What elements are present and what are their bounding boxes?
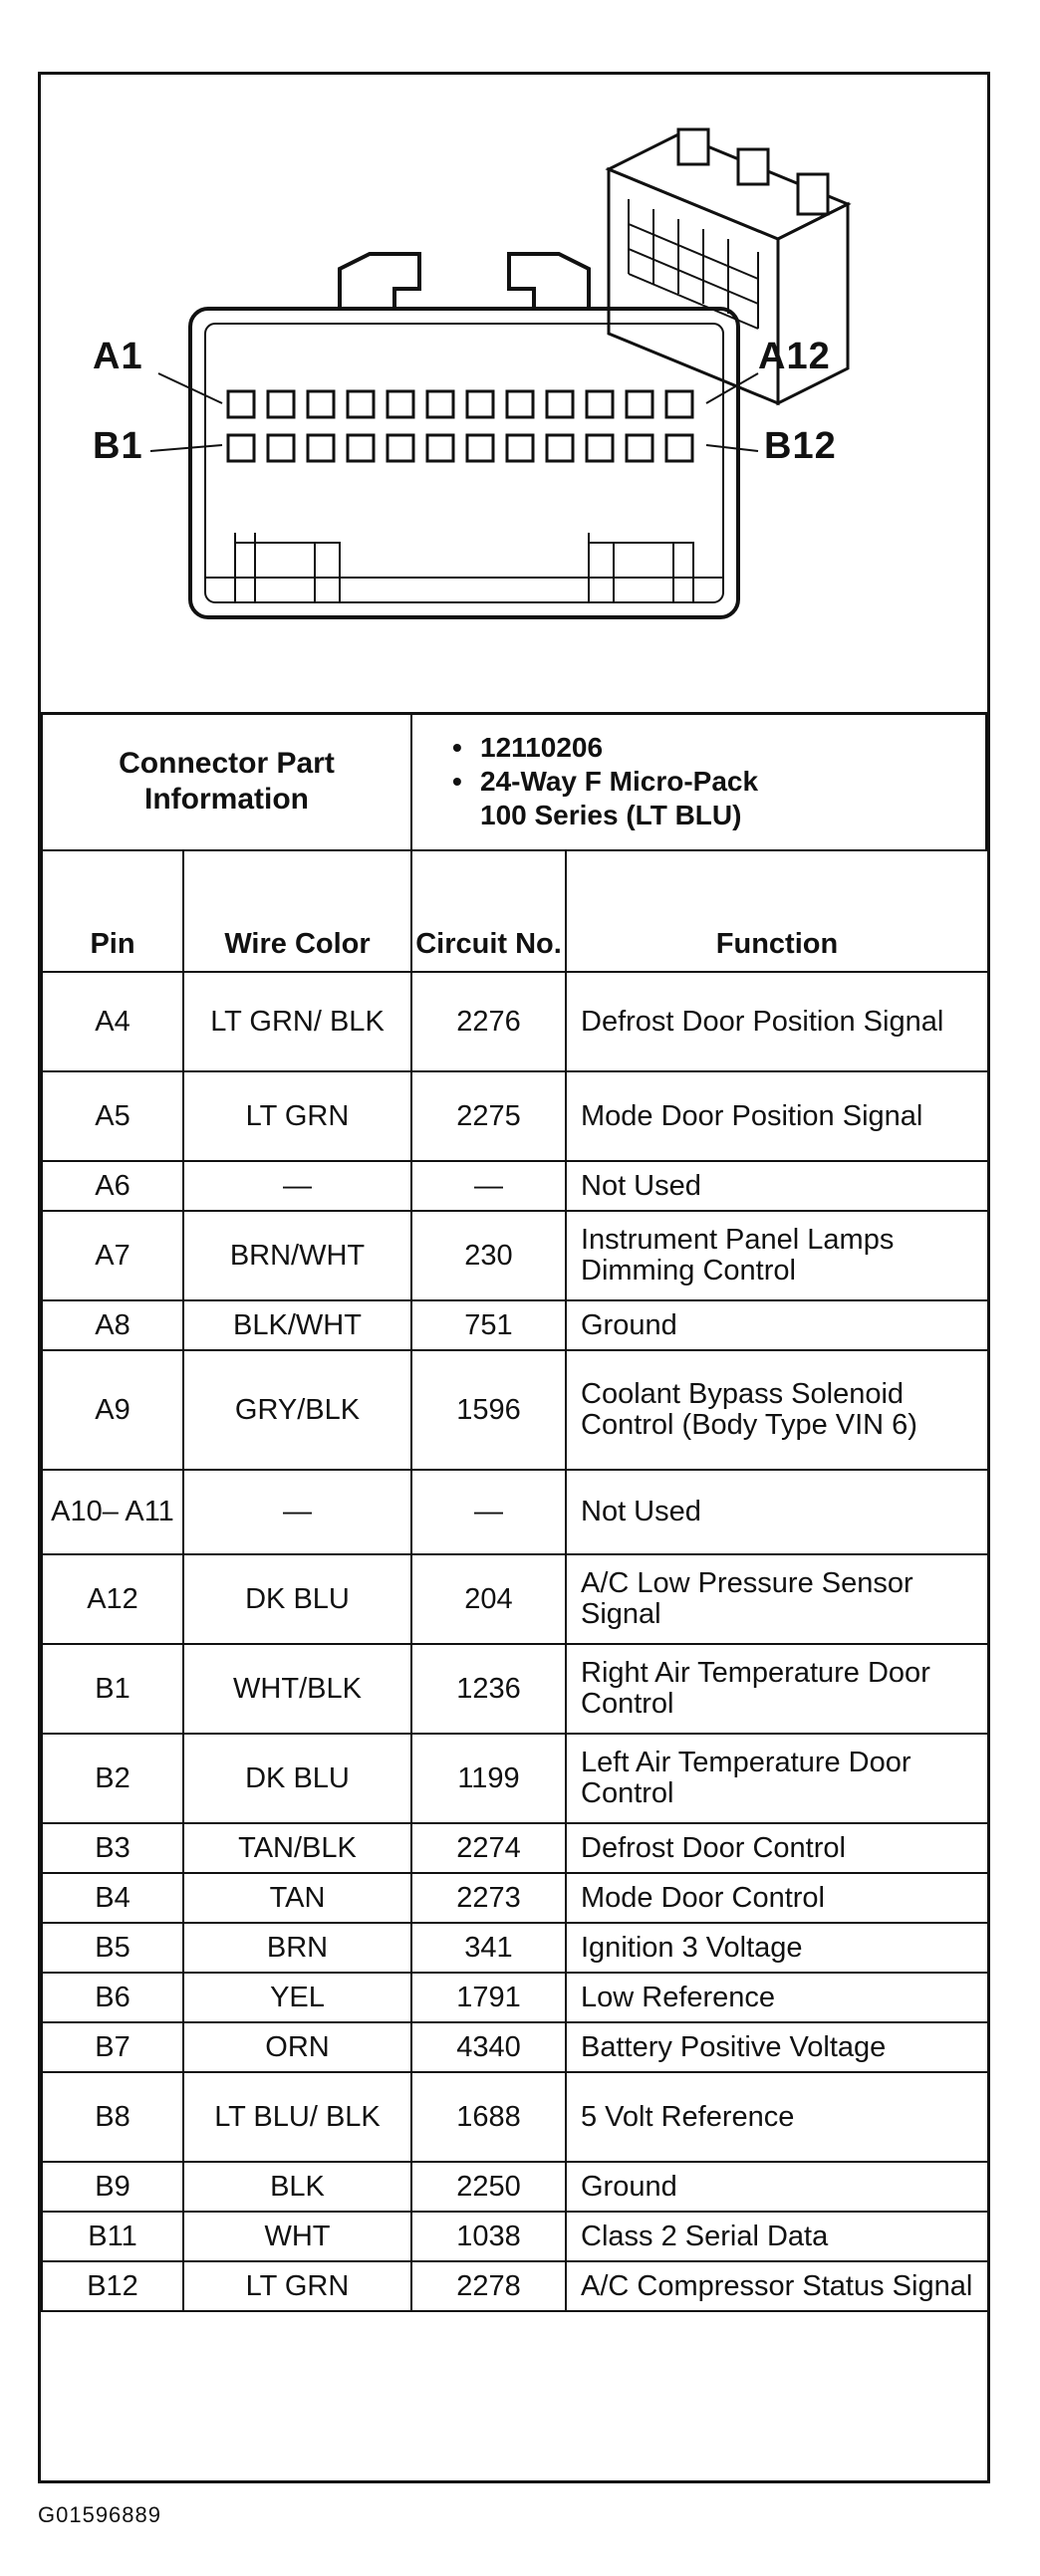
circuit-cell: 2275	[411, 1071, 566, 1161]
table-row	[42, 2022, 988, 2072]
bullet-icon: •	[452, 766, 462, 797]
header-pin: Pin	[42, 850, 183, 972]
function-cell: Mode Door Control	[566, 1873, 988, 1923]
wire-color-cell: BLK/WHT	[183, 1300, 411, 1350]
wire-color-cell: BRN	[183, 1923, 411, 1973]
pin-cell: B1	[42, 1644, 183, 1734]
circuit-cell: 2278	[411, 2261, 566, 2311]
wire-color-cell: BRN/WHT	[183, 1211, 411, 1300]
table-row	[42, 1644, 988, 1734]
wire-color-cell: TAN/BLK	[183, 1823, 411, 1873]
header-function: Function	[566, 850, 988, 972]
function-cell: Ignition 3 Voltage	[566, 1923, 988, 1973]
pin-cavity	[348, 435, 374, 461]
function-cell: Defrost Door Control	[566, 1823, 988, 1873]
circuit-cell: 1791	[411, 1973, 566, 2022]
part-description-1: 24-Way F Micro-Pack	[480, 766, 759, 797]
circuit-cell: 4340	[411, 2022, 566, 2072]
pin-cell: B12	[42, 2261, 183, 2311]
circuit-cell: 1236	[411, 1644, 566, 1734]
pin-cavity	[587, 435, 613, 461]
pin-cell: A8	[42, 1300, 183, 1350]
pin-cell: B9	[42, 2162, 183, 2212]
circuit-cell: 1596	[411, 1350, 566, 1470]
wire-color-cell: WHT	[183, 2212, 411, 2261]
label-a1: A1	[93, 336, 143, 377]
figure-code: G01596889	[38, 2502, 161, 2527]
wire-color-cell: WHT/BLK	[183, 1644, 411, 1734]
circuit-cell: —	[411, 1470, 566, 1554]
pin-cavity	[388, 391, 413, 417]
pin-cell: A12	[42, 1554, 183, 1644]
table-row	[42, 2072, 988, 2162]
function-cell: Right Air Temperature Door Control	[566, 1644, 988, 1734]
wire-color-cell: DK BLU	[183, 1734, 411, 1823]
function-cell: A/C Compressor Status Signal	[566, 2261, 988, 2311]
circuit-cell: 1199	[411, 1734, 566, 1823]
pin-cavity	[666, 435, 692, 461]
pin-cell: B4	[42, 1873, 183, 1923]
function-cell: Instrument Panel Lamps Dimming Control	[566, 1211, 988, 1300]
pin-cavity	[228, 435, 254, 461]
header-circuit: Circuit No.	[411, 850, 566, 972]
circuit-cell: 2274	[411, 1823, 566, 1873]
pin-cavity	[308, 391, 334, 417]
connector-info-table	[41, 712, 987, 851]
pin-cavity	[666, 391, 692, 417]
label-b1: B1	[93, 425, 143, 467]
label-b12: B12	[764, 425, 837, 467]
circuit-cell: 751	[411, 1300, 566, 1350]
function-cell: 5 Volt Reference	[566, 2072, 988, 2162]
table-row	[42, 1300, 988, 1350]
wire-color-cell: —	[183, 1161, 411, 1211]
circuit-cell: —	[411, 1161, 566, 1211]
pin-cavity	[547, 435, 573, 461]
function-cell: Class 2 Serial Data	[566, 2212, 988, 2261]
function-cell: Not Used	[566, 1470, 988, 1554]
pin-cavity	[467, 435, 493, 461]
connector-sheet	[38, 72, 990, 2483]
function-cell: Battery Positive Voltage	[566, 2022, 988, 2072]
pin-cavity	[467, 391, 493, 417]
table-row	[42, 2162, 988, 2212]
pin-cell: A7	[42, 1211, 183, 1300]
table-row	[42, 1211, 988, 1300]
pin-cell: B7	[42, 2022, 183, 2072]
pin-cell: A10– A11	[42, 1470, 183, 1554]
circuit-cell: 2276	[411, 972, 566, 1071]
pin-cell: A9	[42, 1350, 183, 1470]
table-row	[42, 1873, 988, 1923]
wire-color-cell: LT BLU/ BLK	[183, 2072, 411, 2162]
wire-color-cell: ORN	[183, 2022, 411, 2072]
wire-color-cell: LT GRN	[183, 1071, 411, 1161]
table-row	[42, 2212, 988, 2261]
part-description-2: 100 Series (LT BLU)	[480, 800, 742, 830]
pin-cell: B5	[42, 1923, 183, 1973]
circuit-cell: 1038	[411, 2212, 566, 2261]
table-row	[42, 1350, 988, 1470]
pin-cavity	[268, 391, 294, 417]
pin-cavity	[507, 391, 533, 417]
pin-cavities	[228, 391, 692, 461]
pin-cavity	[427, 435, 453, 461]
pin-cavity	[388, 435, 413, 461]
table-row	[42, 1071, 988, 1161]
pin-cavity	[627, 435, 652, 461]
pin-cell: B3	[42, 1823, 183, 1873]
wire-color-cell: BLK	[183, 2162, 411, 2212]
header-wire-color: Wire Color	[183, 850, 411, 972]
bullet-icon: •	[452, 732, 462, 763]
wire-color-cell: —	[183, 1470, 411, 1554]
connector-face-drawing	[41, 75, 987, 712]
pin-cavity	[308, 435, 334, 461]
pin-cavity	[547, 391, 573, 417]
table-row	[42, 1923, 988, 1973]
wire-color-cell: GRY/BLK	[183, 1350, 411, 1470]
pin-cavity	[268, 435, 294, 461]
circuit-cell: 2273	[411, 1873, 566, 1923]
wire-color-cell: TAN	[183, 1873, 411, 1923]
pin-cavity	[627, 391, 652, 417]
circuit-cell: 230	[411, 1211, 566, 1300]
connector-diagram	[41, 75, 987, 715]
wire-color-cell: YEL	[183, 1973, 411, 2022]
table-row	[42, 2261, 988, 2311]
circuit-cell: 1688	[411, 2072, 566, 2162]
function-cell: Not Used	[566, 1161, 988, 1211]
function-cell: Left Air Temperature Door Control	[566, 1734, 988, 1823]
pin-cell: A6	[42, 1161, 183, 1211]
circuit-cell: 204	[411, 1554, 566, 1644]
table-row	[42, 1973, 988, 2022]
pinout-header-row	[42, 850, 988, 972]
pin-cell: B6	[42, 1973, 183, 2022]
circuit-cell: 2250	[411, 2162, 566, 2212]
pin-cell: B11	[42, 2212, 183, 2261]
pin-cell: B2	[42, 1734, 183, 1823]
function-cell: Coolant Bypass Solenoid Control (Body Type VIN 6)	[566, 1350, 988, 1470]
pin-cavity	[228, 391, 254, 417]
function-cell: Mode Door Position Signal	[566, 1071, 988, 1161]
function-cell: Low Reference	[566, 1973, 988, 2022]
table-row	[42, 1734, 988, 1823]
wire-color-cell: DK BLU	[183, 1554, 411, 1644]
part-number: 12110206	[480, 732, 604, 763]
pin-cavity	[348, 391, 374, 417]
pin-cell: B8	[42, 2072, 183, 2162]
function-cell: A/C Low Pressure Sensor Signal	[566, 1554, 988, 1644]
table-row	[42, 1470, 988, 1554]
pin-cavity	[587, 391, 613, 417]
pin-cavity	[507, 435, 533, 461]
function-cell: Defrost Door Position Signal	[566, 972, 988, 1071]
wire-color-cell: LT GRN	[183, 2261, 411, 2311]
connector-part-label: Connector Part Information	[42, 713, 411, 850]
table-row	[42, 1554, 988, 1644]
wire-color-cell: LT GRN/ BLK	[183, 972, 411, 1071]
pinout-rows	[42, 972, 988, 2311]
label-a12: A12	[758, 336, 831, 377]
table-row	[42, 1823, 988, 1873]
pin-cell: A4	[42, 972, 183, 1071]
function-cell: Ground	[566, 2162, 988, 2212]
pin-cell: A5	[42, 1071, 183, 1161]
table-row	[42, 1161, 988, 1211]
table-row	[42, 972, 988, 1071]
pin-cavity	[427, 391, 453, 417]
connector-part-values	[411, 713, 986, 850]
pinout-table	[41, 849, 989, 2312]
circuit-cell: 341	[411, 1923, 566, 1973]
function-cell: Ground	[566, 1300, 988, 1350]
